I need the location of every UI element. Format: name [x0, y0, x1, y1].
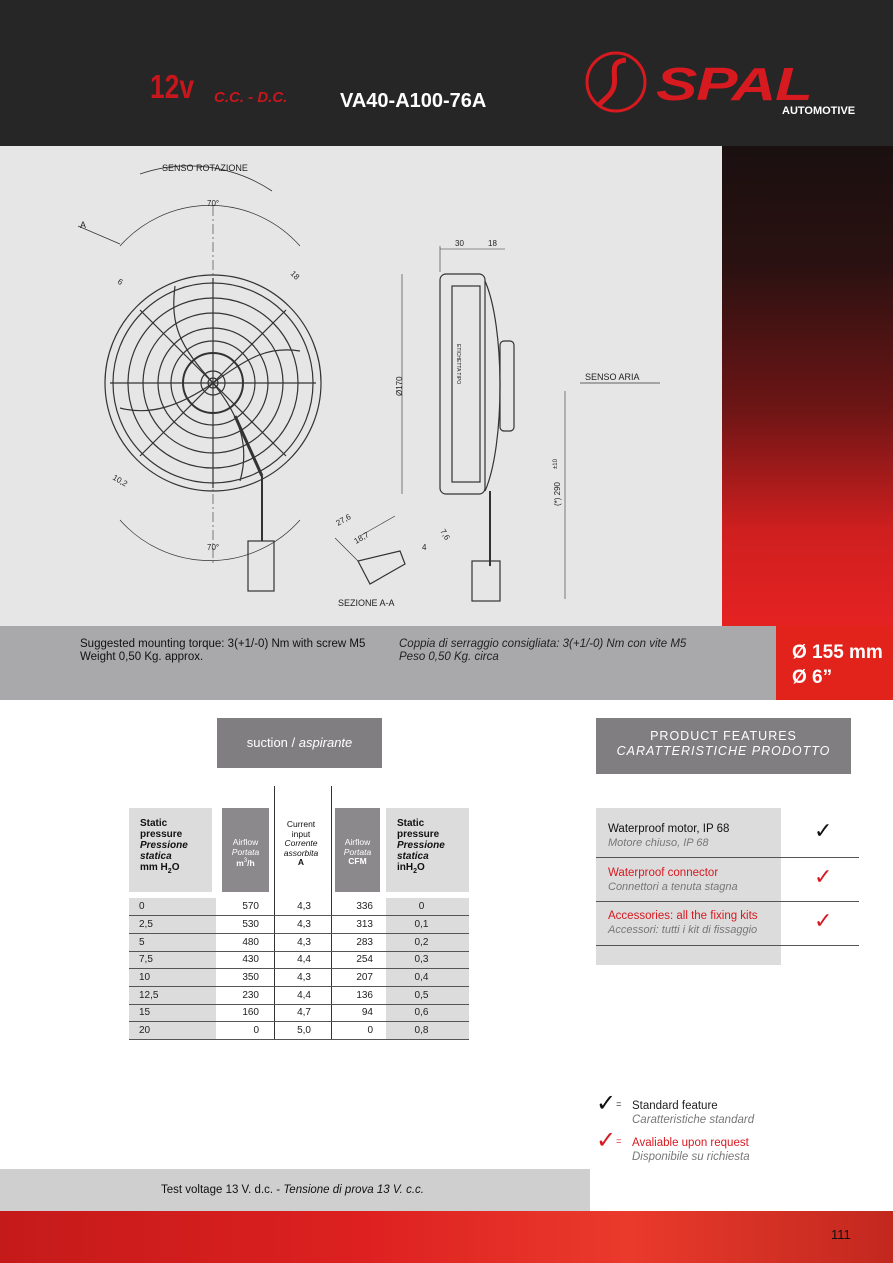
- marker-a: A: [80, 220, 87, 230]
- dim-290-tol: ±10: [553, 459, 559, 469]
- weight-it: Peso 0,50 Kg. circa: [399, 651, 499, 663]
- dim-6: 6: [116, 276, 125, 287]
- check-icon: ✓: [596, 1090, 617, 1117]
- check-icon: ✓: [596, 1127, 617, 1154]
- dim-10-2: 10,2: [111, 472, 129, 489]
- brand-sub: AUTOMOTIVE: [782, 105, 856, 117]
- dim-7-6: 7,6: [438, 527, 452, 542]
- diameter-mm: Ø 155 mm: [792, 642, 883, 663]
- dim-27-6: 27,6: [334, 512, 353, 528]
- section-label: SEZIONE A-A: [338, 598, 395, 608]
- diameter-badge: [776, 626, 893, 700]
- dim-290: (*) 290: [553, 481, 562, 506]
- air-label: SENSO ARIA: [585, 372, 640, 382]
- model-code: VA40-A100-76A: [340, 90, 487, 112]
- header-airflow-m3: Airflow Portata $m^3/h$: [222, 808, 269, 892]
- header-static-mm: Static pressure Pressione statica mm $H_2O$: [129, 808, 212, 892]
- torque-it: Coppia di serraggio consigliata: 3(+1/-0) Nm con vite M5: [399, 638, 687, 650]
- check-icon: ✓: [814, 818, 833, 843]
- section-view: [335, 516, 405, 584]
- table-row: 20 0 5,0 0 0,8: [129, 1022, 469, 1040]
- fan-side-view: [402, 246, 660, 601]
- check-icon: ✓: [814, 864, 833, 889]
- dim-170: Ø170: [395, 376, 404, 396]
- diameter-in: Ø 6”: [792, 667, 833, 688]
- label-tag: ETICHETTA TIPO: [455, 344, 461, 385]
- feature-item: Waterproof connector Connettori a tenuta stagna: [608, 867, 738, 893]
- dim-18: 18: [288, 269, 302, 282]
- weight-en: Weight 0,50 Kg. approx.: [80, 651, 204, 663]
- performance-table: [129, 898, 469, 1040]
- header-airflow-cfm: Airflow Portata CFM: [335, 808, 380, 892]
- check-icon: ✓: [814, 908, 833, 933]
- table-row: 7,5 430 4,4 254 0,3: [129, 951, 469, 969]
- info-english: [80, 638, 365, 664]
- features-header: PRODUCT FEATURES CARATTERISTICHE PRODOTTO: [596, 718, 851, 774]
- voltage: 12v: [150, 68, 195, 105]
- feature-item: Waterproof motor, IP 68 Motore chiuso, IP 68: [608, 823, 730, 849]
- fan-front-view: [78, 166, 321, 591]
- table-row: 15 160 4,7 94 0,6: [129, 1004, 469, 1022]
- technical-drawing: [0, 146, 722, 626]
- dim-18-7: 18,7: [352, 530, 371, 546]
- torque-en: Suggested mounting torque: 3(+1/-0) Nm with screw M5: [80, 638, 366, 650]
- brand-name: SPAL: [656, 58, 812, 110]
- table-row: 2,5 530 4,3 313 0,1: [129, 916, 469, 934]
- divider: [596, 901, 859, 902]
- table-row: 10 350 4,3 207 0,4: [129, 969, 469, 987]
- divider: [596, 945, 859, 946]
- dim-18b: 18: [488, 239, 497, 248]
- dim-4: 4: [422, 543, 427, 552]
- page-number: 111: [831, 1227, 851, 1242]
- table-row: 12,5 230 4,4 136 0,5: [129, 986, 469, 1004]
- current-type: C.C. - D.C.: [214, 89, 288, 106]
- info-italian: [399, 638, 686, 664]
- rotation-label: SENSO ROTAZIONE: [162, 163, 248, 173]
- header-current: Current input Corrente assorbita A: [276, 808, 326, 892]
- table-row: 0 570 4,3 336 0: [129, 898, 469, 916]
- legend-request: ✓= Avaliable upon request Disponibile su richiesta: [596, 1127, 750, 1163]
- dim-30: 30: [455, 239, 464, 248]
- angle-bottom: 70°: [207, 543, 220, 552]
- header-static-in: Static pressure Pressione statica inH$_2$O: [386, 808, 469, 892]
- footer-bar: [0, 1211, 893, 1263]
- angle-top: 70°: [207, 199, 220, 208]
- decor-red-panel: [722, 146, 893, 626]
- suction-header: suction / aspirante: [217, 718, 382, 768]
- table-row: 5 480 4,3 283 0,2: [129, 933, 469, 951]
- feature-item: Accessories: all the fixing kits Accessori: tutti i kit di fissaggio: [608, 910, 758, 936]
- test-voltage-bar: Test voltage 13 V. d.c. - Tensione di prova 13 V. c.c.: [0, 1169, 590, 1211]
- divider: [596, 857, 859, 858]
- legend-standard: ✓= Standard feature Caratteristiche standard: [596, 1090, 755, 1126]
